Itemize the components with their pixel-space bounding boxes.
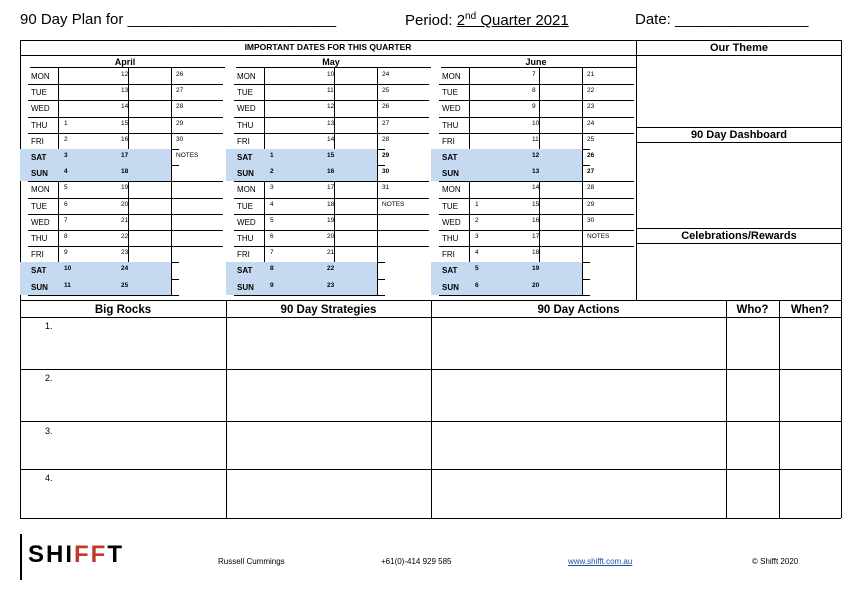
date-number: 22	[121, 233, 129, 240]
row-number-1: 1.	[45, 321, 53, 331]
grid-line	[439, 198, 634, 199]
dashboard-box[interactable]	[637, 143, 841, 227]
date-number: 9	[64, 249, 68, 257]
date-number: 21	[587, 71, 595, 78]
date-number: 23	[587, 103, 595, 111]
day-label: TUE	[31, 201, 47, 211]
date-number: 10	[327, 71, 335, 78]
date-number: 27	[176, 87, 184, 95]
footer-divider	[20, 534, 22, 580]
date-number: 19	[532, 265, 540, 273]
date-number: 18	[121, 168, 129, 176]
grid-line	[439, 214, 634, 215]
day-label: WED	[442, 104, 461, 114]
date-number: 8	[532, 87, 536, 95]
date-number: 1	[64, 119, 68, 127]
date-number: 30	[176, 135, 184, 143]
date-number: 16	[327, 168, 335, 176]
period-title: Period:	[405, 12, 453, 29]
date-number: 19	[121, 184, 129, 192]
date-number: 24	[121, 265, 129, 273]
date-number: 11	[327, 87, 334, 95]
day-label: SUN	[442, 282, 459, 292]
date-number: 28	[382, 135, 390, 143]
grid-line	[20, 40, 841, 41]
grid-line	[439, 100, 634, 101]
day-label: FRI	[31, 136, 44, 146]
date-number: 27	[587, 168, 595, 176]
day-label: SUN	[31, 282, 48, 292]
day-label: MON	[31, 72, 50, 81]
date-number: 1	[475, 200, 479, 208]
celebrations-title: Celebrations/Rewards	[681, 230, 797, 242]
period-value: 2nd Quarter 2021	[456, 11, 569, 29]
grid-line	[841, 40, 842, 518]
day-label: WED	[237, 104, 256, 114]
date-number: 13	[532, 168, 540, 176]
day-label: THU	[237, 120, 254, 130]
grid-line	[28, 214, 223, 215]
date-number: 23	[121, 249, 129, 257]
grid-line	[28, 100, 223, 101]
day-label: MON	[237, 185, 256, 195]
date-number: 1	[270, 152, 274, 159]
date-number: 20	[327, 233, 335, 240]
day-label: TUE	[442, 201, 458, 211]
grid-line	[726, 300, 727, 518]
date-number: 20	[121, 200, 129, 208]
grid-line	[28, 181, 223, 182]
actions-header: 90 Day Actions	[537, 304, 620, 316]
date-number: NOTES	[587, 233, 610, 240]
date-number: 22	[587, 87, 595, 95]
date-number: 5	[64, 184, 68, 192]
grid-line	[637, 228, 841, 229]
date-number: 25	[121, 281, 129, 289]
date-number: 4	[475, 249, 479, 257]
day-label: SUN	[31, 169, 48, 179]
date-number: 19	[327, 216, 335, 224]
day-label: WED	[31, 104, 50, 114]
footer-website-link[interactable]: www.shifft.com.au	[568, 557, 633, 566]
grid-line	[439, 117, 634, 118]
grid-line	[234, 100, 429, 101]
grid-line	[226, 300, 227, 518]
date-number: 12	[327, 103, 335, 111]
date-number: 26	[382, 103, 390, 111]
grid-line	[20, 469, 841, 470]
date-number: 7	[532, 71, 536, 78]
day-label: SUN	[237, 282, 254, 292]
date-number: 2	[64, 135, 68, 143]
day-label: TUE	[237, 88, 253, 98]
grid-line	[20, 518, 841, 519]
date-number: 11	[532, 135, 539, 143]
grid-line	[28, 133, 223, 134]
grid-line	[28, 198, 223, 199]
date-number: 14	[121, 103, 129, 111]
day-label: SUN	[442, 169, 459, 179]
day-label: MON	[237, 72, 256, 81]
grid-line	[439, 133, 634, 134]
date-number: 6	[64, 200, 68, 208]
row-number-3: 3.	[45, 426, 53, 436]
grid-line	[779, 300, 780, 518]
date-number: 9	[270, 281, 274, 289]
footer-copyright: © Shifft 2020	[752, 557, 799, 566]
grid-line	[28, 295, 179, 296]
day-label: SAT	[442, 153, 458, 162]
dashboard-title: 90 Day Dashboard	[691, 129, 787, 141]
shifft-logo: SHIFFT	[28, 541, 125, 568]
day-label: SUN	[237, 169, 254, 179]
grid-line	[28, 246, 223, 247]
date-number: 7	[270, 249, 274, 257]
grid-line	[439, 295, 590, 296]
day-label: TUE	[442, 88, 458, 98]
grid-line	[234, 181, 429, 182]
grid-line	[20, 369, 841, 370]
date-number: 16	[532, 216, 540, 224]
date-number: 5	[270, 216, 274, 224]
date-number: 9	[532, 103, 536, 111]
grid-line	[439, 181, 634, 182]
date-number: 31	[382, 184, 390, 192]
day-label: THU	[237, 234, 254, 243]
date-number: 28	[587, 184, 595, 192]
grid-line	[28, 117, 223, 118]
date-number: 17	[532, 233, 540, 240]
date-number: 8	[270, 265, 274, 273]
grid-line	[637, 127, 841, 128]
day-label: SAT	[31, 153, 47, 162]
date-number: 27	[382, 119, 390, 127]
date-blank[interactable]: ________________	[675, 11, 809, 28]
day-label: TUE	[31, 88, 47, 98]
day-label: MON	[31, 185, 50, 195]
date-number: 14	[327, 135, 335, 143]
date-number: 15	[532, 200, 540, 208]
date-number: 29	[382, 152, 390, 159]
day-label: WED	[31, 217, 50, 227]
date-number: 2	[270, 168, 274, 176]
date-number: 25	[382, 87, 390, 95]
date-title: Date:	[635, 11, 671, 28]
day-label: THU	[442, 234, 459, 243]
date-number: 23	[327, 281, 335, 289]
calendar-title: IMPORTANT DATES FOR THIS QUARTER	[244, 42, 412, 52]
date-label	[635, 11, 809, 28]
plan-name-blank[interactable]: _________________________	[127, 11, 337, 28]
footer-author: Russell Cummings	[218, 557, 285, 566]
date-number: 22	[327, 265, 335, 273]
grid-line	[28, 230, 223, 231]
date-number: 29	[176, 119, 184, 127]
plan-label: 90 Day Plan for	[20, 11, 124, 28]
day-label: SAT	[237, 153, 253, 162]
day-label: TUE	[237, 201, 253, 211]
grid-line	[20, 55, 636, 56]
date-number: 24	[382, 71, 390, 78]
date-number: 17	[327, 184, 335, 192]
day-label: MON	[442, 72, 461, 81]
grid-line	[234, 84, 429, 85]
date-number: 4	[270, 200, 274, 208]
day-label: WED	[442, 217, 461, 227]
footer-phone: +61(0)-414 929 585	[381, 557, 452, 566]
date-number: 3	[64, 152, 68, 159]
date-number: 13	[327, 119, 335, 127]
date-number: 11	[64, 281, 71, 289]
day-label: FRI	[237, 250, 250, 260]
day-label: THU	[31, 234, 48, 243]
grid-line	[28, 84, 223, 85]
date-number: 30	[587, 216, 595, 224]
grid-line	[234, 198, 429, 199]
who-header: Who?	[736, 304, 769, 316]
strategies-header: 90 Day Strategies	[280, 304, 377, 316]
day-label: THU	[31, 120, 48, 130]
day-label: SAT	[237, 266, 253, 276]
grid-line	[234, 295, 385, 296]
grid-line	[234, 230, 429, 231]
grid-line	[234, 214, 429, 215]
date-number: 10	[532, 119, 540, 127]
celebrations-box[interactable]	[637, 244, 841, 299]
grid-line	[439, 230, 634, 231]
day-label: MON	[442, 185, 461, 195]
date-number: 2	[475, 216, 479, 224]
day-label: FRI	[237, 136, 250, 146]
row-number-2: 2.	[45, 373, 53, 383]
row-number-4: 4.	[45, 473, 53, 483]
grid-line	[234, 246, 429, 247]
date-number: 26	[176, 71, 184, 78]
date-number: 18	[532, 249, 540, 257]
date-number: 8	[64, 233, 68, 240]
date-number: 14	[532, 184, 540, 192]
period-label	[405, 11, 569, 29]
our-theme-title: Our Theme	[709, 42, 769, 54]
day-label: FRI	[442, 136, 455, 146]
date-number: 24	[587, 119, 595, 127]
day-label: FRI	[442, 250, 455, 260]
date-number: 3	[475, 233, 479, 240]
grid-line	[20, 421, 841, 422]
when-header: When?	[790, 304, 830, 316]
month-name: June	[525, 57, 547, 67]
month-name: April	[114, 57, 136, 67]
date-number: 16	[121, 135, 129, 143]
date-number: 6	[270, 233, 274, 240]
day-label: WED	[237, 217, 256, 227]
grid-line	[234, 133, 429, 134]
date-number: 6	[475, 281, 479, 289]
day-label: THU	[442, 120, 459, 130]
our-theme-box[interactable]	[637, 56, 841, 126]
date-number: 17	[121, 152, 129, 159]
date-number: 10	[64, 265, 72, 273]
date-number: 18	[327, 200, 335, 208]
date-number: 5	[475, 265, 479, 273]
date-number: 13	[121, 87, 129, 95]
date-number: 4	[64, 168, 68, 176]
date-number: 3	[270, 184, 274, 192]
date-number: 26	[587, 152, 595, 159]
grid-line	[234, 117, 429, 118]
day-label: SAT	[442, 266, 458, 276]
date-number: NOTES	[382, 200, 405, 208]
date-number: 12	[532, 152, 540, 159]
date-number: 29	[587, 200, 595, 208]
date-number: 21	[327, 249, 335, 257]
date-number: 21	[121, 216, 129, 224]
date-number: 7	[64, 216, 68, 224]
grid-line	[431, 300, 432, 518]
big-rocks-header: Big Rocks	[94, 304, 152, 316]
date-number: 30	[382, 168, 390, 176]
date-number: 15	[121, 119, 129, 127]
date-number: 15	[327, 152, 335, 159]
month-name: May	[322, 57, 340, 67]
date-number: 25	[587, 135, 595, 143]
date-number: 28	[176, 103, 184, 111]
date-number: 12	[121, 71, 129, 78]
day-label: FRI	[31, 250, 44, 260]
date-number: 20	[532, 281, 540, 289]
grid-line	[439, 84, 634, 85]
plan-for-label	[20, 11, 336, 28]
day-label: SAT	[31, 266, 47, 276]
date-number: NOTES	[176, 152, 199, 159]
grid-line	[439, 246, 634, 247]
